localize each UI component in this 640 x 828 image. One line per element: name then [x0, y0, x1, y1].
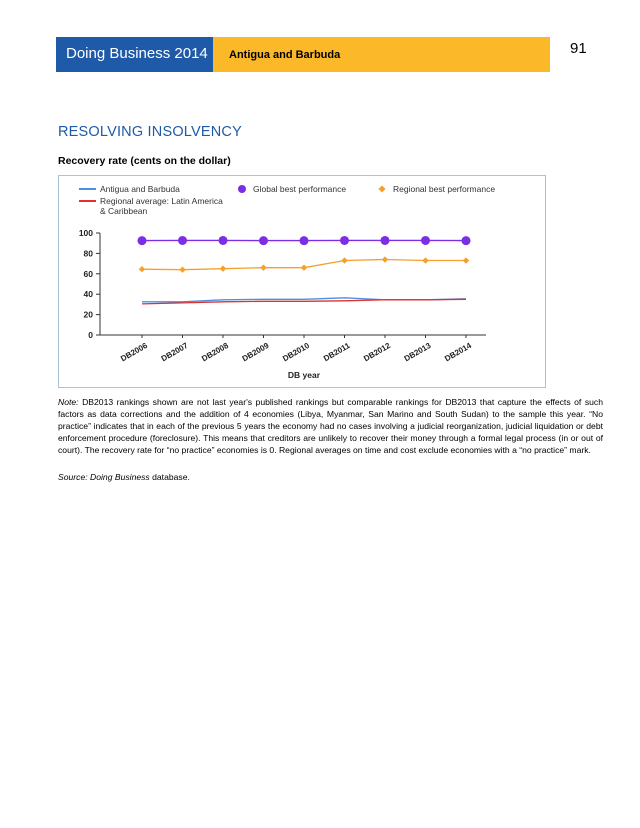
regional-best-point-7 [422, 257, 428, 263]
economy-name: Antigua and Barbuda [229, 49, 341, 61]
report-title: Doing Business 2014 [66, 45, 208, 62]
x-axis-label: DB year [287, 370, 321, 380]
x-tick-label-7: DB2013 [402, 340, 433, 364]
x-tick-label-4: DB2010 [281, 340, 311, 364]
y-tick-label-20: 20 [83, 309, 93, 320]
regional-best-point-4 [301, 264, 307, 270]
regional-best-point-2 [220, 266, 226, 272]
x-tick-label-0: DB2006 [119, 340, 149, 364]
source-text: database. [149, 472, 190, 482]
x-tick-label-3: DB2009 [240, 340, 271, 364]
header-report-band [56, 37, 213, 72]
source-label: Source: [58, 472, 88, 482]
regional-best-point-6 [382, 256, 388, 262]
regional-best-point-5 [341, 257, 347, 263]
global-best-point-7 [421, 236, 430, 245]
global-best-point-8 [462, 236, 471, 245]
page-number: 91 [570, 40, 587, 57]
chart-legend [79, 184, 495, 216]
chart-title: Recovery rate (cents on the dollar) [58, 155, 231, 167]
regional-best-point-8 [463, 257, 469, 263]
y-tick-label-0: 0 [88, 330, 93, 340]
regional-best-point-0 [139, 266, 145, 272]
global-best-point-3 [259, 236, 268, 245]
legend-label-3-1: & Caribbean [100, 206, 148, 216]
note-text: DB2013 rankings shown are not last year's published rankings but comparable rankings for DB2013 that capture the effects of such factors as data corrections and the addition of 4 economies (Libya, Myanmar, San Marino and South Sudan) to the sample this year. “No practice” indicates that in each of the previous 5 years the economy had no cases involving a judicial reorganization, judicial liquidation or debt enforcement procedure (foreclosure). This means that creditors are unlikely to recover their money through a formal legal process (in or out of court). The recovery rate for “no practice” economies is 0. Regional averages on time and cost exclude economies with a “no practice” mark. [58, 397, 603, 456]
regional-best-point-1 [179, 267, 185, 273]
y-tick-label-80: 80 [83, 248, 93, 259]
x-tick-label-5: DB2011 [321, 340, 352, 364]
x-tick-label-1: DB2007 [159, 340, 190, 364]
global-best-point-5 [340, 236, 349, 245]
x-tick-label-6: DB2012 [362, 340, 392, 364]
global-best-point-4 [300, 236, 309, 245]
section-title: RESOLVING INSOLVENCY [58, 124, 242, 140]
legend-label-1: Global best performance [253, 184, 347, 194]
y-tick-label-60: 60 [83, 268, 93, 279]
legend-swatch-2 [379, 186, 386, 193]
global-best-point-6 [381, 236, 390, 245]
legend-label-3-0: Regional average: Latin America [100, 196, 223, 206]
source-line [58, 472, 190, 482]
regional-best-point-3 [260, 264, 266, 270]
note-paragraph [58, 396, 603, 456]
x-tick-label-2: DB2008 [200, 340, 230, 364]
y-tick-label-100: 100 [78, 228, 93, 238]
legend-label-2: Regional best performance [393, 184, 496, 194]
legend-swatch-1 [238, 185, 246, 193]
y-tick-label-40: 40 [83, 289, 93, 300]
source-name: Doing Business [90, 472, 150, 482]
legend-label-0: Antigua and Barbuda [100, 184, 180, 194]
note-label: Note: [58, 397, 79, 407]
global-best-point-0 [138, 236, 147, 245]
recovery-rate-chart [59, 176, 545, 387]
x-tick-label-8: DB2014 [443, 340, 473, 364]
header-economy-band [213, 37, 550, 72]
global-best-point-2 [219, 236, 228, 245]
chart-axes [79, 228, 486, 380]
global-best-point-1 [178, 236, 187, 245]
chart-frame [58, 175, 546, 388]
chart-series [138, 236, 471, 304]
